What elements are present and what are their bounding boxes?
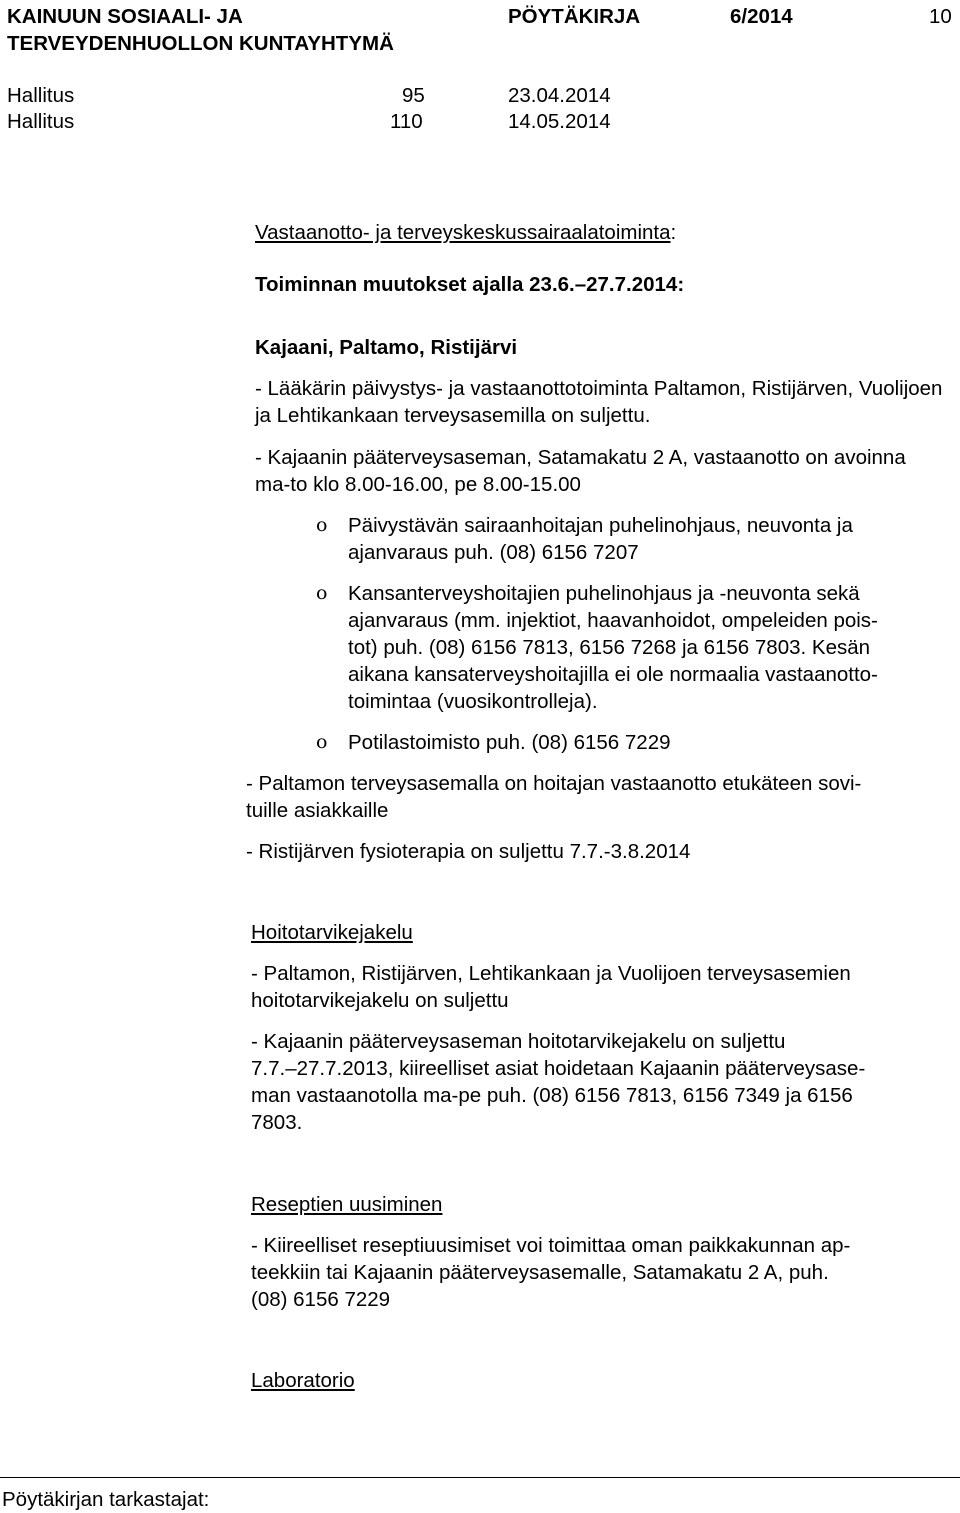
organization-name-line1: KAINUUN SOSIAALI- JA <box>7 5 243 28</box>
hoitotarvike-line: hoitotarvikejakelu on suljettu <box>251 989 509 1012</box>
reference-date: 23.04.2014 <box>508 84 611 107</box>
bullet-marker: o <box>316 582 328 604</box>
bullet-1-line: Päivystävän sairaanhoitajan puhelinohjaus, neuvonta ja <box>348 514 853 537</box>
period-subtitle: Toiminnan muutokset ajalla 23.6.–27.7.2014: <box>255 273 685 296</box>
reference-section: 110 <box>390 110 423 133</box>
reseptit-heading: Reseptien uusiminen <box>251 1193 443 1216</box>
hoitotarvike-line: 7.7.–27.7.2013, kiireelliset asiat hoidetaan Kajaanin pääterveysase- <box>251 1057 866 1080</box>
organization-name-line2: TERVEYDENHUOLLON KUNTAYHTYMÄ <box>7 32 394 55</box>
reference-body: Hallitus <box>7 84 75 107</box>
laboratorio-heading: Laboratorio <box>251 1369 355 1392</box>
page-number: 10 <box>929 5 952 28</box>
footer-label: Pöytäkirjan tarkastajat: <box>2 1488 210 1511</box>
section-title <box>255 219 676 246</box>
reseptit-line: teekkiin tai Kajaanin pääterveysasemalle, Satamakatu 2 A, puh. <box>251 1261 829 1284</box>
reseptit-line: - Kiireelliset reseptiuusimiset voi toimittaa oman paikkakunnan ap- <box>251 1234 851 1257</box>
bullet-marker: o <box>316 514 328 536</box>
hoitotarvike-line: - Paltamon, Ristijärven, Lehtikankaan ja Vuolijoen terveysasemien <box>251 962 851 985</box>
reference-date: 14.05.2014 <box>508 110 611 133</box>
paragraph-doctor-services: - Lääkärin päivystys- ja vastaanottotoiminta Paltamon, Ristijärven, Vuolijoen ja Lehtikankaan terveysasemilla on suljettu. <box>255 377 943 427</box>
section-title-suffix: : <box>670 221 677 244</box>
hoitotarvike-line: 7803. <box>251 1111 303 1134</box>
document-type: PÖYTÄKIRJA <box>508 5 641 28</box>
bullet-2-line: ajanvaraus (mm. injektiot, haavanhoidot, ompeleiden pois- <box>348 609 878 632</box>
area-title: Kajaani, Paltamo, Ristijärvi <box>255 336 518 359</box>
bullet-3-line: Potilastoimisto puh. (08) 6156 7229 <box>348 731 671 754</box>
ristijarvi-line: - Ristijärven fysioterapia on suljettu 7.7.-3.8.2014 <box>246 840 691 863</box>
footer-divider <box>0 1477 960 1478</box>
reference-section: 95 <box>402 84 425 107</box>
hoitotarvike-line: - Kajaanin pääterveysaseman hoitotarvikejakelu on suljettu <box>251 1030 786 1053</box>
bullet-1-line: ajanvaraus puh. (08) 6156 7207 <box>348 541 639 564</box>
section-title-text: Vastaanotto- ja terveyskeskussairaalatoiminta <box>255 221 671 244</box>
reference-body: Hallitus <box>7 110 75 133</box>
document-number: 6/2014 <box>730 5 793 28</box>
reseptit-line: (08) 6156 7229 <box>251 1288 391 1311</box>
bullet-marker: o <box>316 731 328 753</box>
bullet-2-line: tot) puh. (08) 6156 7813, 6156 7268 ja 6156 7803. Kesän <box>348 636 871 659</box>
paltamo-line: tuille asiakkaille <box>246 799 389 822</box>
bullet-2-line: aikana kansaterveyshoitajilla ei ole normaalia vastaanotto- <box>348 663 878 686</box>
bullet-2-line: toimintaa (vuosikontrolleja). <box>348 690 598 713</box>
hoitotarvike-heading: Hoitotarvikejakelu <box>251 921 413 944</box>
paltamo-line: - Paltamon terveysasemalla on hoitajan vastaanotto etukäteen sovi- <box>246 772 862 795</box>
paragraph-kajaani-reception: - Kajaanin pääterveysaseman, Satamakatu 2 A, vastaanotto on avoinna ma-to klo 8.00-16.00, pe 8.00-15.00 <box>255 446 906 496</box>
hoitotarvike-line: man vastaanotolla ma-pe puh. (08) 6156 7813, 6156 7349 ja 6156 <box>251 1084 853 1107</box>
bullet-2-line: Kansanterveyshoitajien puhelinohjaus ja -neuvonta sekä <box>348 582 860 605</box>
